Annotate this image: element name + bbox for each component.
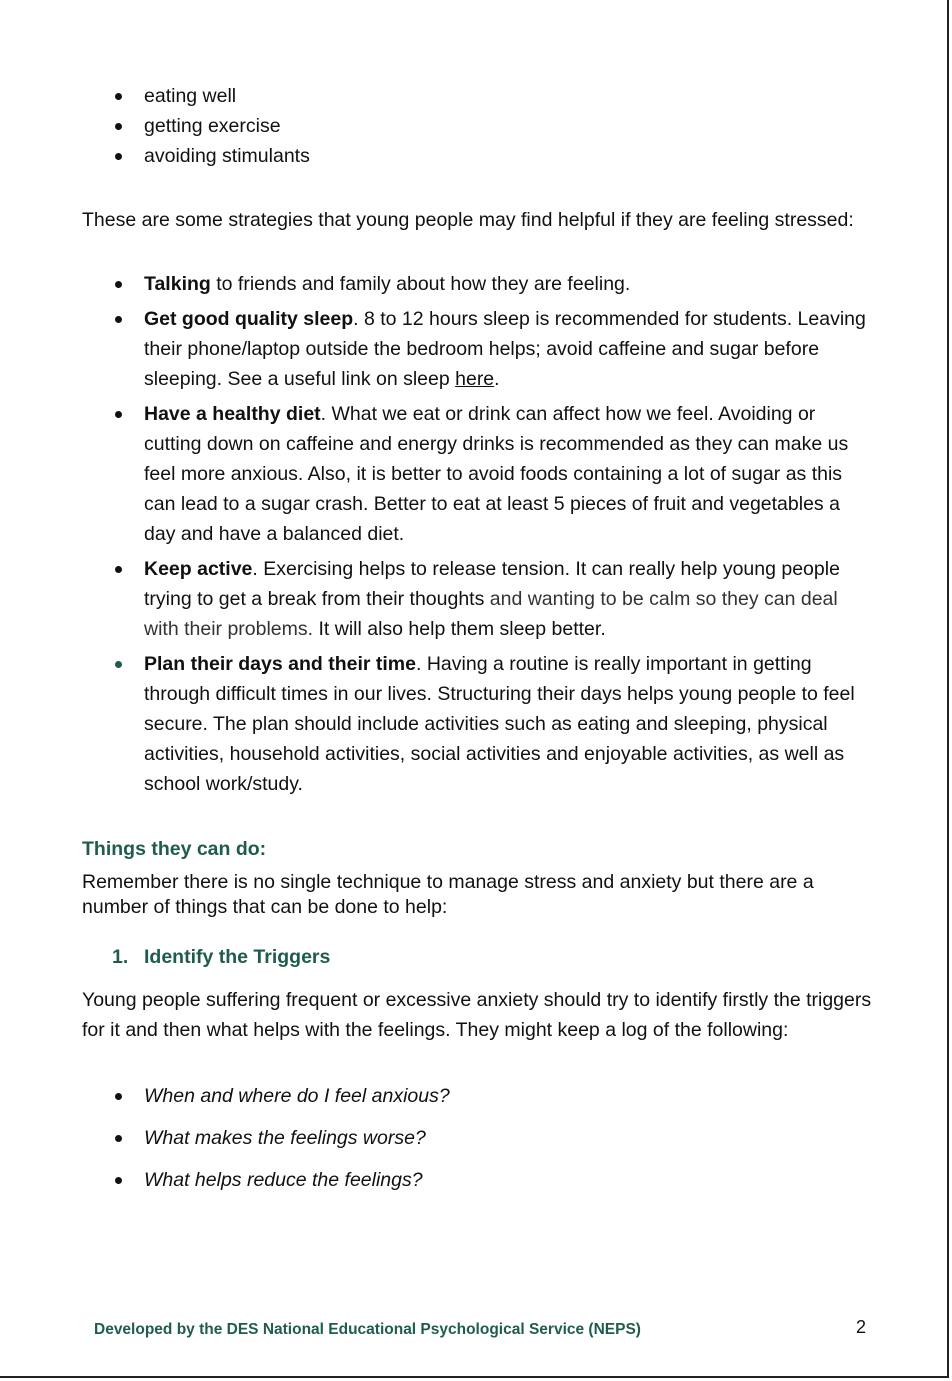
list-item: What helps reduce the feelings? bbox=[82, 1165, 872, 1195]
list-item: Have a healthy diet. What we eat or drink can affect how we feel. Avoiding or cutting down on caffeine and energy drinks is recommended as they can make us feel more anxious. Also, it is better to avoid foods containing a lot of sugar as this can lead to a sugar crash. Better to eat at least 5 pieces of fruit and vegetables a day and have a balanced diet. bbox=[82, 399, 872, 549]
list-item: Keep active. Exercising helps to release tension. It can really help young people trying to get a break from their thoughts and wanting to be calm so they can deal with their problems. It will also help them sleep better. bbox=[82, 554, 872, 644]
list-item: Plan their days and their time. Having a routine is really important in getting through difficult times in our lives. Structuring their days helps young people to feel secure. The plan should include activities such as eating and sleeping, physical activities, household activities, social activities and enjoyable activities, as well as school work/study. bbox=[82, 649, 872, 799]
list-item: getting exercise bbox=[82, 111, 872, 141]
sleep-link[interactable]: here bbox=[455, 368, 495, 390]
strategies-list bbox=[82, 269, 872, 799]
things-intro: Remember there is no single technique to manage stress and anxiety but there are a number of things that can be done to help: bbox=[82, 871, 814, 918]
list-item: eating well bbox=[82, 81, 872, 111]
page-number: 2 bbox=[856, 1317, 867, 1337]
strategies-intro: These are some strategies that young people may find helpful if they are feeling stressed: bbox=[82, 209, 854, 231]
things-heading: Things they can do: bbox=[82, 838, 267, 860]
triggers-intro: Young people suffering frequent or excessive anxiety should try to identify firstly the triggers for it and then what helps with the feelings. They might keep a log of the following: bbox=[82, 989, 872, 1041]
section-heading: 1. Identify the Triggers bbox=[112, 946, 331, 968]
list-item: Get good quality sleep. 8 to 12 hours sleep is recommended for students. Leaving their phone/laptop outside the bedroom helps; avoid caffeine and sugar before sleeping. See a useful link on sleep here. bbox=[82, 304, 872, 394]
intro-bullet-list bbox=[82, 81, 872, 171]
log-questions-list bbox=[82, 1081, 872, 1195]
list-item: When and where do I feel anxious? bbox=[82, 1081, 872, 1111]
footer-credit: Developed by the DES National Educational Psychological Service (NEPS) bbox=[94, 1321, 641, 1338]
list-item: avoiding stimulants bbox=[82, 141, 872, 171]
list-item: Talking to friends and family about how they are feeling. bbox=[82, 269, 872, 299]
list-item: What makes the feelings worse? bbox=[82, 1123, 872, 1153]
